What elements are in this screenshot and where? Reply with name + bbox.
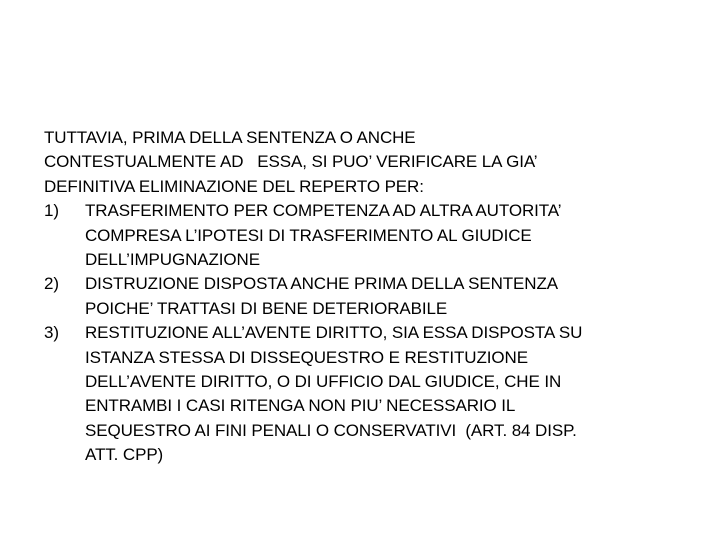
list-item-line: TRASFERIMENTO PER COMPETENZA AD ALTRA AUTORITA’ — [85, 201, 562, 221]
list-item-text — [85, 272, 694, 321]
list-item-number: 1) — [44, 201, 59, 221]
slide-body — [44, 126, 694, 468]
list-item-line: ATT. CPP) — [85, 445, 164, 465]
list-item-line: POICHE’ TRATTASI DI BENE DETERIORABILE — [85, 298, 448, 318]
list-item-line: ISTANZA STESSA DI DISSEQUESTRO E RESTITUZIONE — [85, 347, 528, 367]
list-item-text — [85, 321, 694, 467]
list-item-line: DELL’AVENTE DIRITTO, O DI UFFICIO DAL GIUDICE, CHE IN — [85, 372, 562, 392]
intro-line: TUTTAVIA, PRIMA DELLA SENTENZA O ANCHE — [44, 128, 416, 147]
list-item-line: DELL’IMPUGNAZIONE — [85, 250, 260, 270]
list-item-line: SEQUESTRO AI FINI PENALI O CONSERVATIVI (ART. 84 DISP. — [85, 420, 577, 440]
list-item-number: 3) — [44, 323, 59, 343]
numbered-list — [44, 199, 694, 467]
list-item-number: 2) — [44, 274, 59, 294]
list-item-line: ENTRAMBI I CASI RITENGA NON PIU’ NECESSARIO IL — [85, 396, 516, 416]
list-item-line: RESTITUZIONE ALL’AVENTE DIRITTO, SIA ESSA DISPOSTA SU — [85, 323, 583, 343]
list-item-line: DISTRUZIONE DISPOSTA ANCHE PRIMA DELLA SENTENZA — [85, 274, 558, 294]
list-item — [44, 321, 694, 467]
list-item — [44, 272, 694, 321]
intro-line: CONTESTUALMENTE AD ESSA, SI PUO’ VERIFICARE LA GIA’ — [44, 152, 538, 172]
intro-line: DEFINITIVA ELIMINAZIONE DEL REPERTO PER: — [44, 176, 424, 196]
list-item — [44, 199, 694, 272]
list-item-line: COMPRESA L’IPOTESI DI TRASFERIMENTO AL GIUDICE — [85, 225, 532, 245]
intro-paragraph — [44, 126, 694, 199]
list-item-text — [85, 199, 694, 272]
